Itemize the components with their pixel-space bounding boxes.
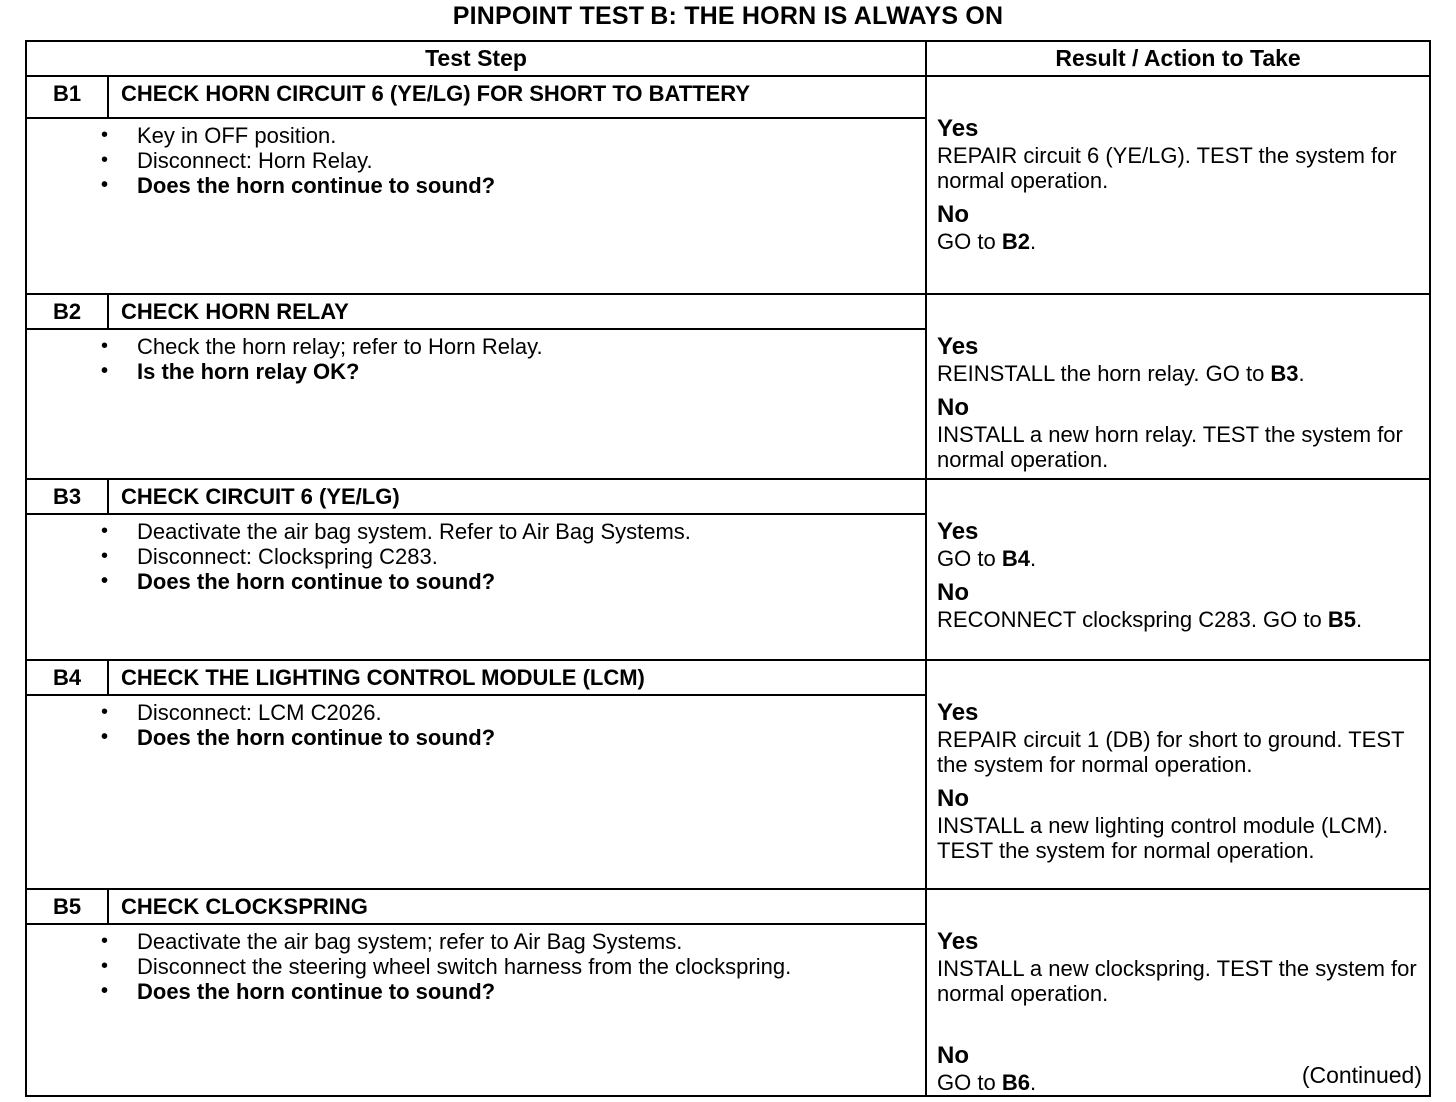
header-test-step: Test Step	[26, 41, 926, 76]
step-body	[26, 329, 926, 479]
step-id: B5	[26, 889, 108, 924]
step-instructions	[27, 929, 905, 1004]
step-result	[926, 76, 1430, 294]
step-title-row	[26, 294, 1430, 329]
step-question: • Does the horn continue to sound?	[101, 725, 496, 750]
instruction-item: • Disconnect: LCM C2026.	[101, 700, 382, 725]
instruction-item: • Disconnect the steering wheel switch harness from the clockspring.	[101, 954, 792, 980]
yes-action: INSTALL a new clockspring. TEST the system for normal operation.	[937, 956, 1417, 1006]
no-label: No	[937, 1042, 970, 1069]
step-question: • Does the horn continue to sound?	[101, 979, 496, 1005]
step-question: • Does the horn continue to sound?	[101, 569, 496, 594]
step-title: CHECK CIRCUIT 6 (YE/LG)	[108, 479, 926, 514]
step-title: CHECK HORN RELAY	[108, 294, 926, 329]
no-label: No	[937, 394, 970, 421]
step-title: CHECK THE LIGHTING CONTROL MODULE (LCM)	[108, 660, 926, 695]
pinpoint-test-table	[25, 40, 1431, 1097]
step-instructions	[27, 334, 905, 384]
no-action: GO to B6.	[937, 1070, 1037, 1095]
step-instructions	[27, 519, 905, 594]
no-action: RECONNECT clockspring C283. GO to B5.	[937, 607, 1363, 632]
step-body	[26, 514, 926, 660]
step-instructions	[27, 700, 905, 750]
step-ref: B3	[1270, 361, 1299, 386]
page-title	[0, 0, 1456, 32]
instruction-item: • Check the horn relay; refer to Horn Relay.	[101, 334, 543, 359]
no-action: INSTALL a new lighting control module (LCM). TEST the system for normal operation.	[937, 813, 1389, 863]
step-result	[926, 294, 1430, 479]
title-prefix: PINPOINT TEST	[452, 2, 645, 30]
instruction-item: • Disconnect: Clockspring C283.	[101, 544, 438, 569]
step-id: B3	[26, 479, 108, 514]
yes-action: REINSTALL the horn relay. GO to B3.	[937, 361, 1305, 386]
step-result	[926, 660, 1430, 889]
no-action: INSTALL a new horn relay. TEST the system for normal operation.	[937, 422, 1403, 472]
yes-action: GO to B4.	[937, 546, 1037, 571]
step-body	[26, 118, 926, 294]
step-question: • Does the horn continue to sound?	[101, 173, 496, 199]
step-instructions	[27, 123, 905, 198]
title-text: THE HORN IS ALWAYS ON	[684, 2, 1004, 30]
yes-label: Yes	[937, 928, 979, 955]
step-id: B1	[26, 76, 108, 118]
step-ref: B6	[1001, 1070, 1030, 1095]
step-id: B2	[26, 294, 108, 329]
step-question: • Is the horn relay OK?	[101, 359, 360, 384]
step-id: B4	[26, 660, 108, 695]
instruction-item: • Deactivate the air bag system; refer to Air Bag Systems.	[101, 929, 683, 955]
step-title-row	[26, 76, 1430, 118]
instruction-item: • Deactivate the air bag system. Refer to Air Bag Systems.	[101, 519, 691, 544]
step-ref: B5	[1327, 607, 1356, 632]
step-body	[26, 924, 926, 1096]
no-action: GO to B2.	[937, 229, 1037, 254]
yes-label: Yes	[937, 115, 979, 142]
step-title: CHECK HORN CIRCUIT 6 (YE/LG) FOR SHORT TO BATTERY	[108, 76, 926, 118]
no-label: No	[937, 785, 970, 812]
table-header-row	[26, 41, 1430, 76]
step-title-row	[26, 479, 1430, 514]
yes-label: Yes	[937, 333, 979, 360]
step-result	[926, 479, 1430, 660]
step-ref: B4	[1001, 546, 1030, 571]
instruction-item: • Key in OFF position.	[101, 123, 337, 149]
yes-action: REPAIR circuit 6 (YE/LG). TEST the system for normal operation.	[937, 143, 1397, 193]
yes-label: Yes	[937, 699, 979, 726]
step-title: CHECK CLOCKSPRING	[108, 889, 926, 924]
step-title-row	[26, 889, 1430, 924]
continued-note: (Continued)	[1301, 1062, 1422, 1088]
yes-action: REPAIR circuit 1 (DB) for short to ground. TEST the system for normal operation.	[937, 727, 1405, 777]
instruction-item: • Disconnect: Horn Relay.	[101, 148, 373, 174]
step-body	[26, 695, 926, 889]
step-ref: B2	[1001, 229, 1030, 254]
yes-label: Yes	[937, 518, 979, 545]
no-label: No	[937, 201, 970, 228]
title-test-letter: B:	[650, 2, 678, 30]
header-result: Result / Action to Take	[926, 41, 1430, 76]
step-title-row	[26, 660, 1430, 695]
no-label: No	[937, 579, 970, 606]
